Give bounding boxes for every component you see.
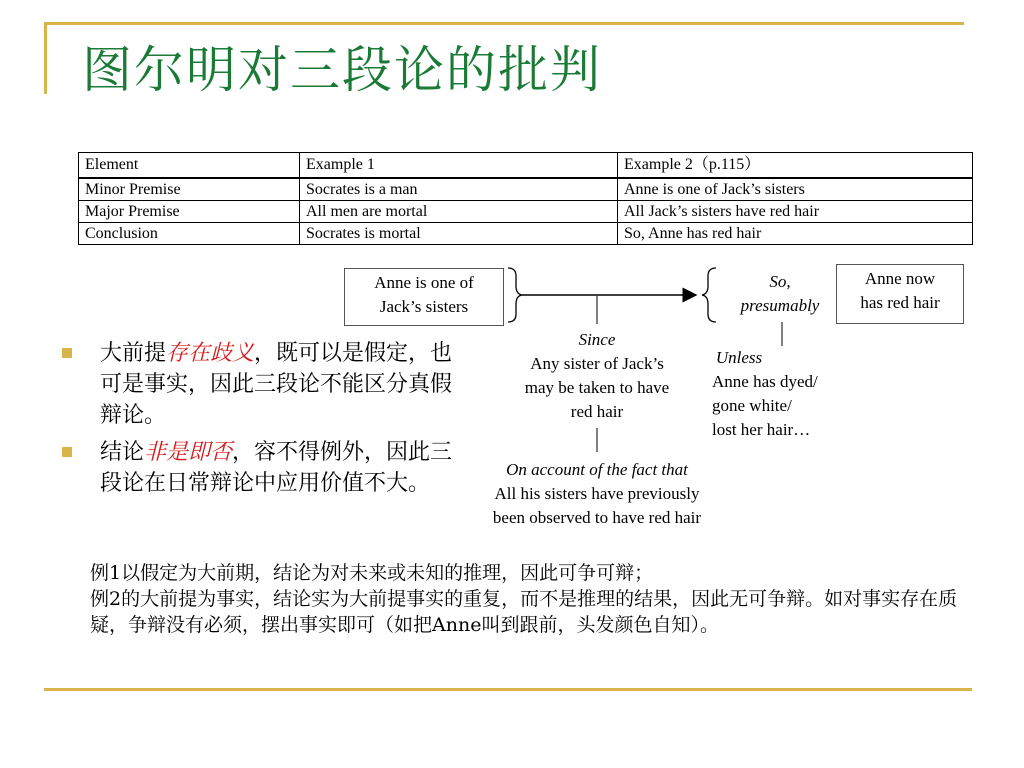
rebuttal-line: Anne has dyed/ [712, 372, 818, 391]
bullet-list [62, 338, 462, 505]
warrant-line: may be taken to have [524, 378, 670, 397]
table-header: Element [79, 153, 300, 179]
table-cell: Anne is one of Jack’s sisters [618, 178, 973, 201]
table-header: Example 1 [300, 153, 618, 179]
table-cell: So, Anne has red hair [618, 223, 973, 245]
data-line: Jack’s sisters [379, 297, 469, 316]
table-cell: Socrates is a man [300, 178, 618, 201]
bullet-text: 大前提 [100, 341, 167, 366]
bullet-item [62, 437, 462, 499]
warrant-line: Any sister of Jack’s [530, 354, 664, 373]
bullet-highlight: 非是即否 [144, 440, 233, 465]
claim-line: has red hair [860, 293, 940, 312]
bullet-text: ，既可以是假定，也可是事实，因此三段论不能区分真假辩论。 [100, 341, 453, 428]
table-cell: Major Premise [79, 201, 300, 223]
note-paragraph: 例1以假定为大前期，结论为对未来或未知的推理，因此可争可辩； [90, 562, 654, 584]
qualifier-line: So, [769, 272, 791, 291]
rebuttal-line: gone white/ [712, 396, 792, 415]
rebuttal-keyword: Unless [715, 348, 763, 367]
warrant-keyword: Since [578, 330, 616, 349]
backing-keyword: On account of the fact that [506, 460, 688, 479]
qualifier-brace [702, 268, 716, 322]
rebuttal-line: lost her hair… [712, 420, 811, 439]
qualifier-label [724, 270, 836, 318]
backing-label [456, 458, 738, 530]
table-cell: All Jack’s sisters have red hair [618, 201, 973, 223]
bullet-item [62, 338, 462, 431]
bullet-square-icon [62, 348, 72, 358]
table-header: Example 2（p.115） [618, 153, 973, 179]
data-line: Anne is one of [374, 273, 474, 292]
backing-line: All his sisters have previously [494, 484, 700, 503]
backing-line: been observed to have red hair [492, 508, 702, 527]
claim-line: Anne now [864, 269, 936, 288]
claim-box [836, 264, 964, 324]
slide-title: 图尔明对三段论的批判 [82, 41, 602, 99]
rebuttal-label [704, 346, 854, 442]
bullet-square-icon [62, 447, 72, 457]
table-cell: All men are mortal [300, 201, 618, 223]
notes-block [90, 560, 960, 638]
bullet-highlight: 存在歧义 [166, 341, 255, 366]
table-cell: Conclusion [79, 223, 300, 245]
data-brace [508, 268, 522, 322]
bullet-text: 结论 [100, 440, 145, 465]
warrant-label [492, 328, 702, 424]
table-cell: Socrates is mortal [300, 223, 618, 245]
warrant-line: red hair [570, 402, 624, 421]
bullet-text: ，容不得例外，因此三段论在日常辩论中应用价值不大。 [100, 440, 453, 496]
table-cell: Minor Premise [79, 178, 300, 201]
note-paragraph: 例2的大前提为事实，结论实为大前提事实的重复，而不是推理的结果，因此无可争辩。如对事实存在质疑，争辩没有必须，摆出事实即可（如把Anne叫到跟前，头发颜色自知）。 [90, 588, 958, 636]
qualifier-line: presumably [740, 296, 820, 315]
data-box [344, 268, 504, 326]
